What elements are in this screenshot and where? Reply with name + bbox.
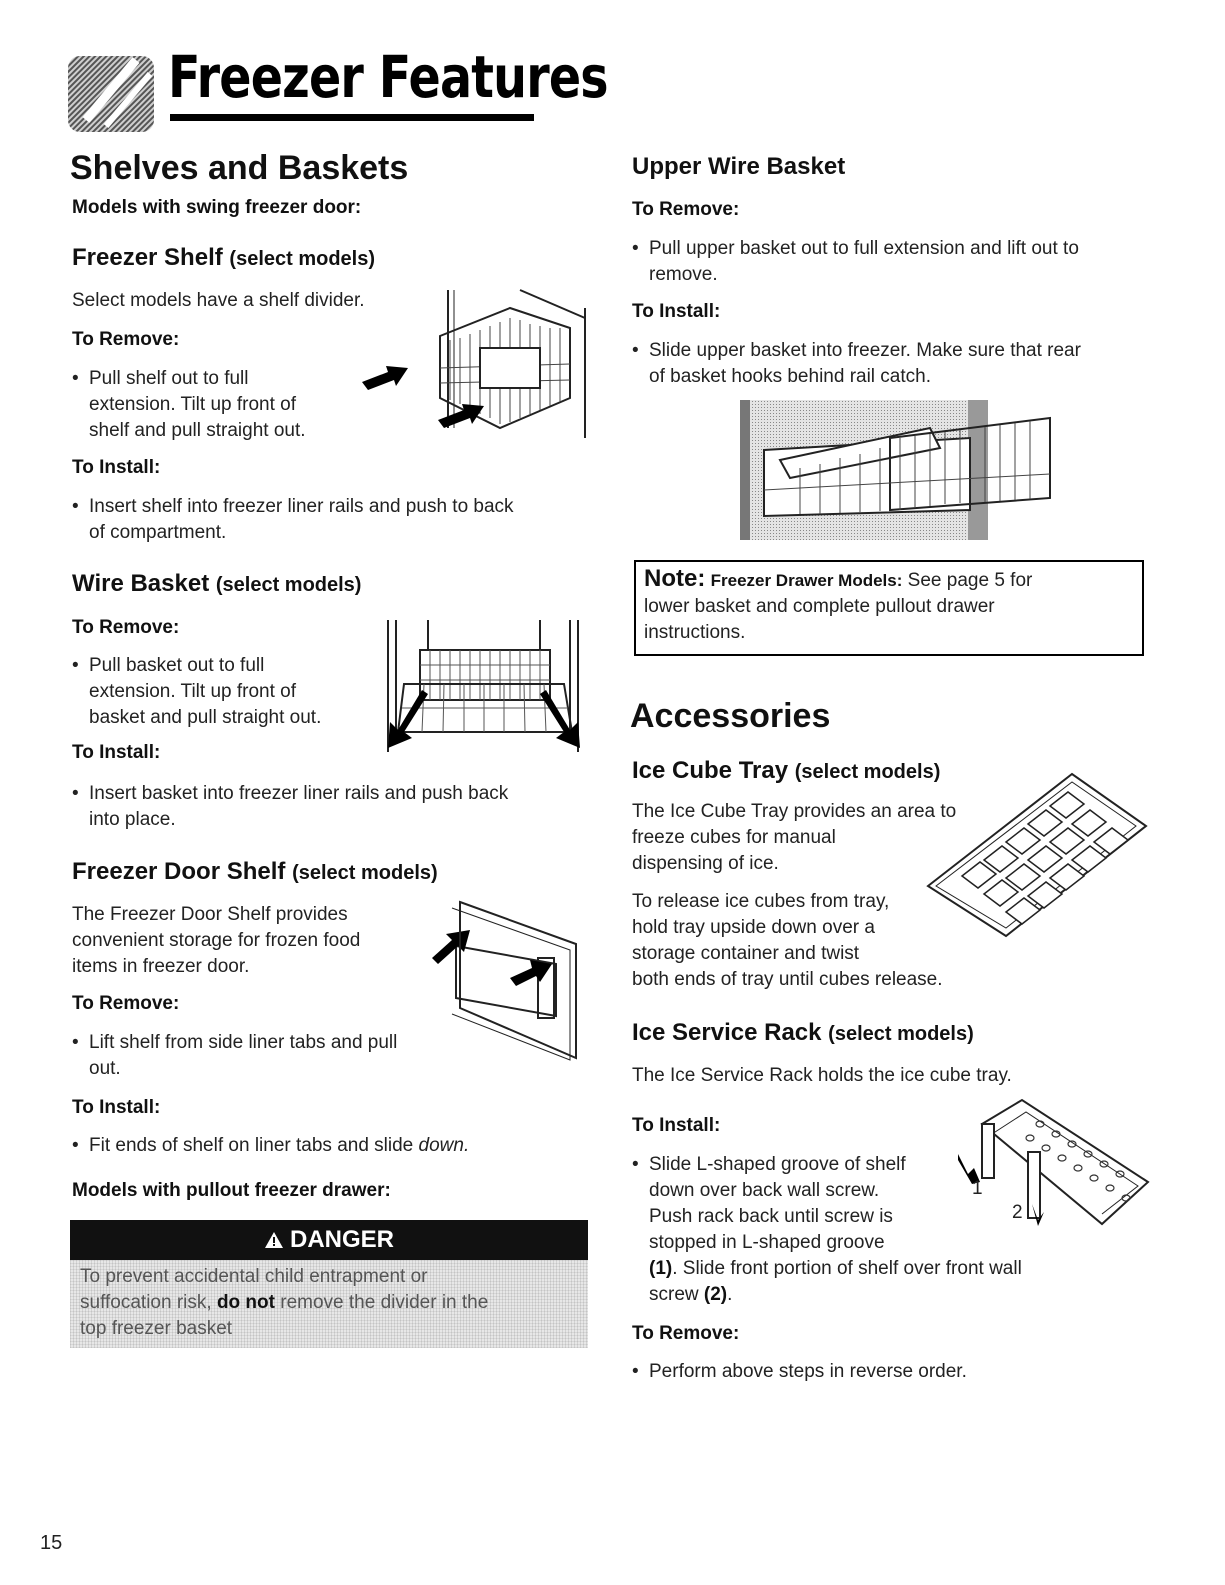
freezer-shelf-remove-bullet: • Pull shelf out to full extension. Tilt up front of shelf and pull straight out. [72,368,306,441]
danger-text: To prevent accidental child entrapment or suffocation risk, do not remove the divider in the top freezer basket [80,1266,489,1339]
freezer-shelf-install-label: To Install: [72,457,161,478]
ice-rack-remove-bullet: • Perform above steps in reverse order. [632,1361,967,1382]
wire-basket-remove-label: To Remove: [72,617,180,638]
upper-basket-figure [740,398,1056,542]
upper-basket-remove-label: To Remove: [632,199,740,220]
ice-rack-intro: The Ice Service Rack holds the ice cube tray. [632,1065,1012,1086]
ice-cube-tray-figure [922,764,1150,940]
callout-1: 1 [972,1178,983,1199]
upper-basket-remove-bullet: • Pull upper basket out to full extension and lift out to remove. [632,238,1079,285]
ice-tray-release: To release ice cubes from tray, hold tray upside down over a storage container and twist both ends of tray until cubes release. [632,891,943,990]
upper-basket-heading: Upper Wire Basket [632,153,846,180]
page-number: 15 [40,1532,63,1554]
ice-rack-install-label: To Install: [632,1115,721,1136]
freezer-shelf-figure [360,288,590,438]
swing-door-subtitle: Models with swing freezer door: [72,197,362,218]
wire-basket-heading: Wire Basket (select models) [72,570,362,597]
pullout-drawer-subtitle: Models with pullout freezer drawer: [72,1180,391,1201]
freezer-shelf-heading: Freezer Shelf (select models) [72,244,376,271]
freezer-shelf-remove-label: To Remove: [72,329,180,350]
page-title: Freezer Features [168,43,608,111]
callout-2: 2 [1012,1202,1023,1223]
danger-banner: DANGER [70,1220,588,1260]
note-text: Note: Freezer Drawer Models: See page 5 for lower basket and complete pullout drawer instructions. [644,565,1033,643]
section-title-shelves: Shelves and Baskets [70,149,409,187]
door-shelf-install-bullet: • Fit ends of shelf on liner tabs and slide down. [72,1135,470,1156]
section-title-accessories: Accessories [630,697,831,735]
title-underline [170,114,534,121]
door-shelf-install-label: To Install: [72,1097,161,1118]
ice-tray-heading: Ice Cube Tray (select models) [632,757,941,784]
freezer-logo-icon [66,50,158,134]
door-shelf-heading: Freezer Door Shelf (select models) [72,858,438,885]
wire-basket-install-bullet: • Insert basket into freezer liner rails and push back into place. [72,783,509,830]
wire-basket-figure [384,620,584,752]
freezer-shelf-install-bullet: • Insert shelf into freezer liner rails and push to back of compartment. [72,496,514,543]
warning-triangle-icon [264,1231,284,1249]
door-shelf-remove-label: To Remove: [72,993,180,1014]
door-shelf-intro: The Freezer Door Shelf provides convenient storage for frozen food items in freezer door. [72,904,361,977]
ice-rack-figure [952,1094,1154,1230]
freezer-shelf-intro: Select models have a shelf divider. [72,290,365,311]
upper-basket-install-label: To Install: [632,301,721,322]
wire-basket-install-label: To Install: [72,742,161,763]
upper-basket-install-bullet: • Slide upper basket into freezer. Make sure that rear of basket hooks behind rail catch. [632,340,1081,387]
wire-basket-remove-bullet: • Pull basket out to full extension. Tilt up front of basket and pull straight out. [72,655,322,728]
ice-rack-remove-label: To Remove: [632,1323,740,1344]
ice-tray-intro: The Ice Cube Tray provides an area to freeze cubes for manual dispensing of ice. [632,801,957,874]
ice-rack-install-bullet: • Slide L-shaped groove of shelf down over back wall screw. Push rack back until screw is stopped in L-shaped groove (1). Slide front portion of shelf over front wall screw (2). [632,1154,1022,1305]
door-shelf-remove-bullet: • Lift shelf from side liner tabs and pull out. [72,1032,398,1079]
ice-rack-heading: Ice Service Rack (select models) [632,1019,974,1046]
